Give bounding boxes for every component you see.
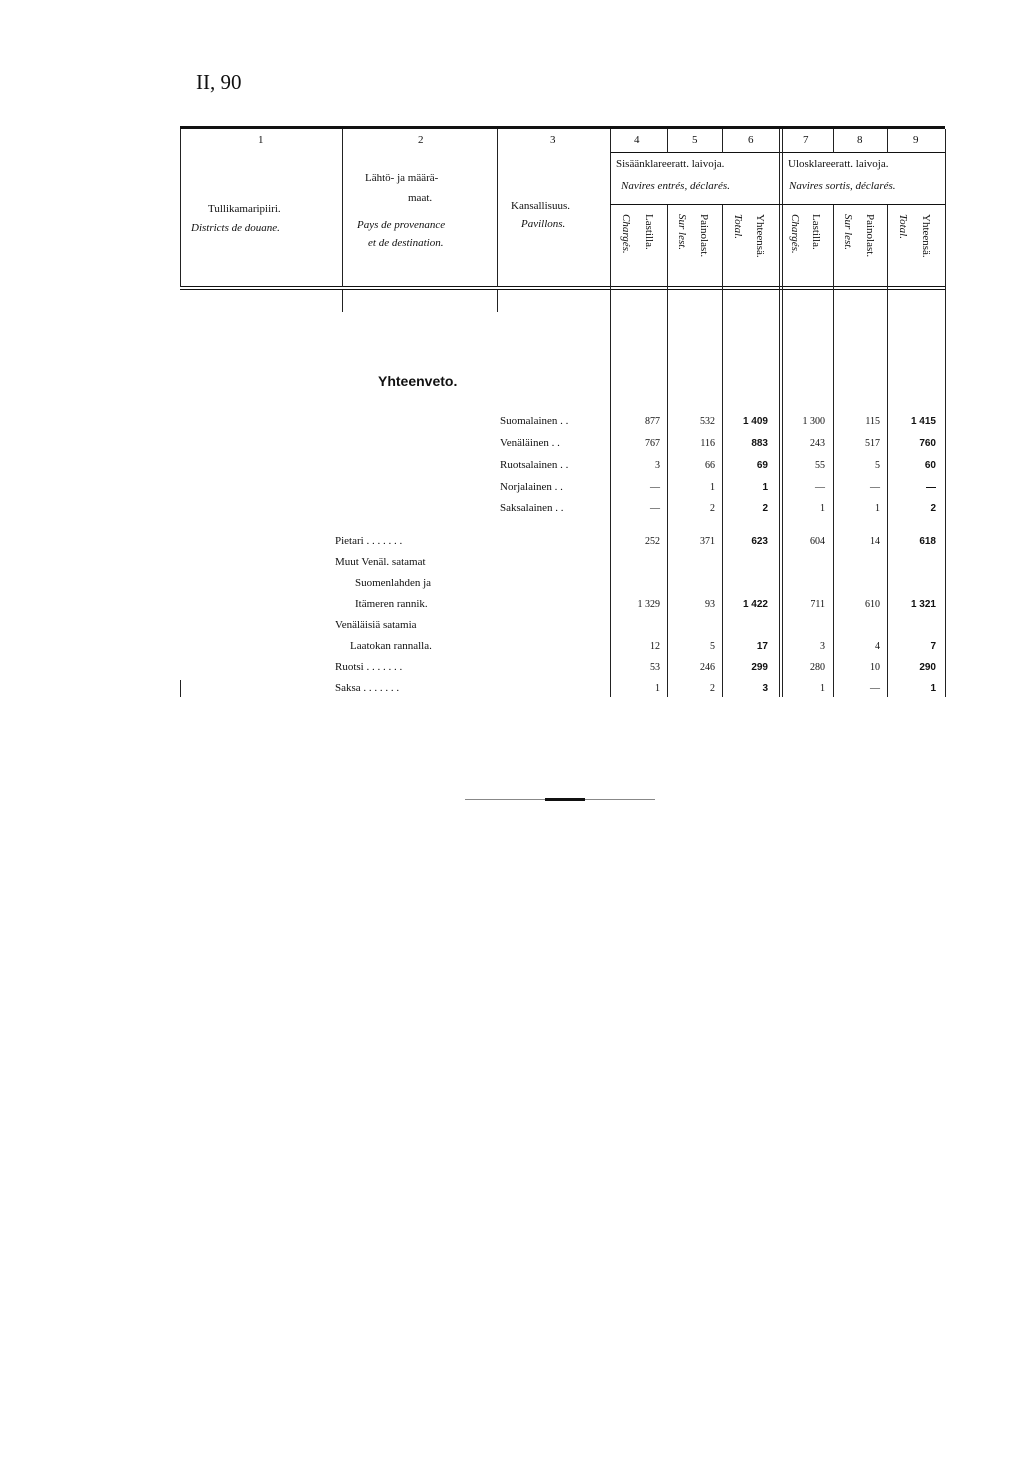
cleared-ballast-fi: Painolast. bbox=[864, 214, 876, 258]
nationality-row-cell-0-8: 115 bbox=[865, 416, 880, 427]
country-row-cell-6-5: 246 bbox=[700, 662, 715, 673]
entered-total-fr: Total. bbox=[732, 214, 744, 239]
nationality-row-cell-2-4: 3 bbox=[655, 460, 660, 471]
nationality-row-cell-0-5: 532 bbox=[700, 416, 715, 427]
nationality-row-cell-4-6: 2 bbox=[762, 503, 768, 514]
country-row-cell-5-6: 17 bbox=[756, 641, 768, 652]
nationality-row-cell-3-7: — bbox=[815, 482, 825, 493]
nationality-row-cell-2-6: 69 bbox=[756, 460, 768, 471]
country-row-cell-3-5: 93 bbox=[705, 599, 715, 610]
cleared-header-fr: Navires sortis, déclarés. bbox=[789, 180, 896, 192]
cleared-total-fi: Yhteensä. bbox=[920, 214, 932, 258]
header-bottom-rule-2 bbox=[180, 289, 945, 290]
footer-rule-right bbox=[585, 799, 655, 800]
country-row-cell-3-7: 711 bbox=[810, 599, 825, 610]
col-number-4: 4 bbox=[634, 134, 640, 146]
nationality-row-cell-3-8: — bbox=[870, 482, 880, 493]
col-number-5: 5 bbox=[692, 134, 698, 146]
country-row-label-7: Saksa . . . . . . . bbox=[335, 682, 400, 694]
country-row-cell-6-7: 280 bbox=[810, 662, 825, 673]
country-row-cell-6-9: 290 bbox=[919, 662, 936, 673]
country-row-cell-3-6: 1 422 bbox=[742, 599, 768, 610]
nationality-row-cell-1-4: 767 bbox=[645, 438, 660, 449]
cleared-laden-fi: Lastilla. bbox=[810, 214, 822, 250]
cleared-ballast-fr: Sur lest. bbox=[842, 214, 854, 251]
country-row-cell-7-9: 1 bbox=[930, 683, 936, 694]
country-row-label-6: Ruotsi . . . . . . . bbox=[335, 661, 403, 673]
col2-header-fr-1: Pays de provenance bbox=[357, 219, 446, 231]
header-bottom-rule bbox=[180, 286, 945, 287]
entered-header-fi: Sisäänklareeratt. laivoja. bbox=[616, 158, 725, 170]
country-row-label-1: Muut Venäl. satamat bbox=[335, 556, 426, 568]
nationality-row-label-3: Norjalainen . . bbox=[500, 481, 563, 493]
nationality-row-cell-0-6: 1 409 bbox=[742, 416, 768, 427]
nationality-row-label-1: Venäläinen . . bbox=[500, 437, 560, 449]
country-row-cell-7-7: 1 bbox=[820, 683, 825, 694]
col-number-1: 1 bbox=[258, 134, 264, 146]
col2-header-fr-2: et de destination. bbox=[368, 237, 444, 249]
entered-header-fr: Navires entrés, déclarés. bbox=[621, 180, 730, 192]
nationality-row-cell-0-9: 1 415 bbox=[910, 416, 936, 427]
page-number: II, 90 bbox=[196, 70, 242, 94]
nationality-row-cell-3-4: — bbox=[650, 482, 660, 493]
country-row-cell-3-9: 1 321 bbox=[910, 599, 936, 610]
nationality-row-cell-2-9: 60 bbox=[924, 460, 936, 471]
col-number-9: 9 bbox=[913, 134, 919, 146]
country-row-cell-3-8: 610 bbox=[865, 599, 880, 610]
country-row-cell-6-6: 299 bbox=[751, 662, 768, 673]
col2-header-fi-2: maat. bbox=[408, 192, 433, 204]
country-row-label-5: Laatokan rannalla. bbox=[350, 640, 432, 652]
country-row-cell-7-6: 3 bbox=[762, 683, 768, 694]
col-number-8: 8 bbox=[857, 134, 863, 146]
col-number-6: 6 bbox=[748, 134, 754, 146]
nationality-row-cell-2-5: 66 bbox=[705, 460, 715, 471]
col-number-2: 2 bbox=[418, 134, 424, 146]
col-number-7: 7 bbox=[803, 134, 809, 146]
country-row-cell-0-9: 618 bbox=[919, 536, 936, 547]
country-row-label-3: Itämeren rannik. bbox=[355, 598, 428, 610]
country-row-cell-0-8: 14 bbox=[870, 536, 880, 547]
country-row-cell-0-5: 371 bbox=[700, 536, 715, 547]
cleared-total-fr: Total. bbox=[897, 214, 909, 239]
country-row-cell-3-4: 1 329 bbox=[637, 599, 660, 610]
footer-rule-left bbox=[465, 799, 545, 800]
country-row-cell-0-7: 604 bbox=[810, 536, 825, 547]
nationality-row-label-0: Suomalainen . . bbox=[500, 415, 569, 427]
entered-ballast-fi: Painolast. bbox=[698, 214, 710, 258]
country-row-cell-5-9: 7 bbox=[930, 641, 936, 652]
nationality-row-cell-1-6: 883 bbox=[751, 438, 768, 449]
nationality-row-cell-4-4: — bbox=[650, 503, 660, 514]
nationality-row-cell-1-9: 760 bbox=[919, 438, 936, 449]
country-row-cell-0-4: 252 bbox=[645, 536, 660, 547]
entered-ballast-fr: Sur lest. bbox=[676, 214, 688, 251]
nationality-row-cell-0-4: 877 bbox=[645, 416, 660, 427]
nationality-row-cell-1-5: 116 bbox=[700, 438, 715, 449]
nationality-row-label-2: Ruotsalainen . . bbox=[500, 459, 569, 471]
nationality-row-cell-0-7: 1 300 bbox=[802, 416, 825, 427]
col1-header-fi: Tullikamaripiiri. bbox=[208, 203, 281, 215]
country-row-cell-7-8: — bbox=[870, 683, 880, 694]
cleared-header-fi: Ulosklareeratt. laivoja. bbox=[788, 158, 889, 170]
top-rule bbox=[180, 126, 945, 129]
country-row-cell-0-6: 623 bbox=[751, 536, 768, 547]
col1-header-fr: Districts de douane. bbox=[191, 222, 280, 234]
col2-header-fi-1: Lähtö- ja määrä- bbox=[365, 172, 439, 184]
group-rule bbox=[610, 204, 945, 205]
col-number-3: 3 bbox=[550, 134, 556, 146]
entered-laden-fr: Chargés. bbox=[620, 214, 632, 254]
nationality-row-cell-3-6: 1 bbox=[762, 482, 768, 493]
col3-header-fi: Kansallisuus. bbox=[511, 200, 570, 212]
nationality-row-cell-3-5: 1 bbox=[710, 482, 715, 493]
country-row-label-4: Venäläisiä satamia bbox=[335, 619, 417, 631]
country-row-cell-7-4: 1 bbox=[655, 683, 660, 694]
country-row-cell-7-5: 2 bbox=[710, 683, 715, 694]
col3-header-fr: Pavillons. bbox=[521, 218, 566, 230]
nationality-row-cell-2-7: 55 bbox=[815, 460, 825, 471]
nationality-row-cell-4-7: 1 bbox=[820, 503, 825, 514]
nationality-row-cell-4-9: 2 bbox=[930, 503, 936, 514]
entered-total-fi: Yhteensä. bbox=[754, 214, 766, 258]
numbers-rule bbox=[610, 152, 945, 153]
nationality-row-cell-3-9: — bbox=[926, 482, 936, 493]
nationality-row-cell-1-7: 243 bbox=[810, 438, 825, 449]
entered-laden-fi: Lastilla. bbox=[643, 214, 655, 250]
cleared-laden-fr: Chargés. bbox=[789, 214, 801, 254]
nationality-row-cell-4-5: 2 bbox=[710, 503, 715, 514]
country-row-cell-6-4: 53 bbox=[650, 662, 660, 673]
country-row-label-2: Suomenlahden ja bbox=[355, 577, 432, 589]
footer-rule-bold bbox=[545, 798, 585, 801]
country-row-cell-5-5: 5 bbox=[710, 641, 715, 652]
country-row-cell-5-7: 3 bbox=[820, 641, 825, 652]
country-row-cell-5-8: 4 bbox=[875, 641, 880, 652]
nationality-row-cell-4-8: 1 bbox=[875, 503, 880, 514]
nationality-row-label-4: Saksalainen . . bbox=[500, 502, 564, 514]
country-row-label-0: Pietari . . . . . . . bbox=[335, 535, 403, 547]
nationality-row-cell-1-8: 517 bbox=[865, 438, 880, 449]
section-title: Yhteenveto. bbox=[378, 373, 458, 389]
country-row-cell-6-8: 10 bbox=[870, 662, 880, 673]
nationality-row-cell-2-8: 5 bbox=[875, 460, 880, 471]
country-row-cell-5-4: 12 bbox=[650, 641, 660, 652]
